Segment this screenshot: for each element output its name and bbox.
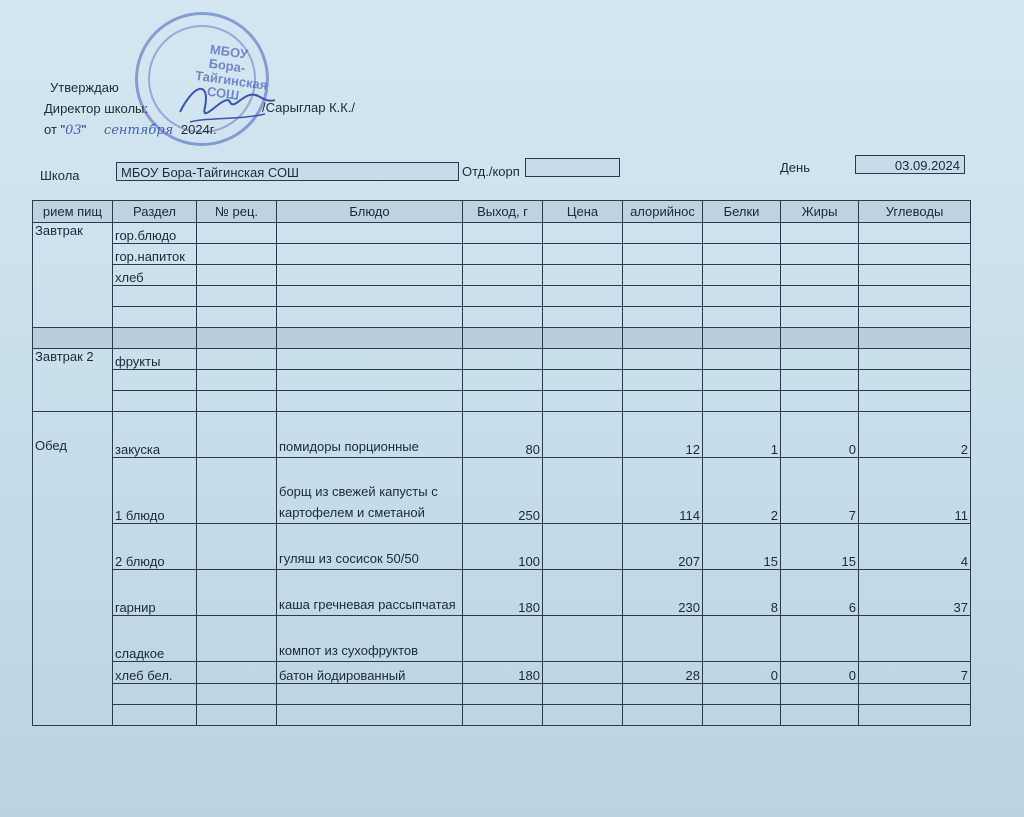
price-cell (543, 570, 623, 616)
table-row (33, 307, 971, 328)
price-cell (543, 616, 623, 662)
carbs-cell: 7 (859, 662, 971, 684)
dish-cell: компот из сухофруктов (277, 616, 463, 662)
recipe-cell (197, 524, 277, 570)
section-cell (113, 391, 197, 412)
director-label: Директор школы: (44, 101, 148, 116)
meal-breakfast: Завтрак (33, 223, 113, 328)
carbs-cell: 2 (859, 412, 971, 458)
table-row (33, 458, 971, 524)
carbs-cell: 37 (859, 570, 971, 616)
calories-cell: 28 (623, 662, 703, 684)
recipe-cell (197, 458, 277, 524)
table-row (33, 349, 971, 370)
dish-cell: каша гречневая рассыпчатая (277, 570, 463, 616)
fat-cell: 15 (781, 524, 859, 570)
col-calories: алорийнос (623, 201, 703, 223)
output-cell: 100 (463, 524, 543, 570)
col-fat: Жиры (781, 201, 859, 223)
fat-cell: 0 (781, 412, 859, 458)
protein-cell: 2 (703, 458, 781, 524)
output-cell: 180 (463, 662, 543, 684)
carbs-cell (859, 616, 971, 662)
meal-lunch: Обед (33, 412, 113, 726)
section-cell: закуска (113, 412, 197, 458)
day-label: День (780, 160, 810, 175)
dish-cell: помидоры порционные (277, 412, 463, 458)
dept-label: Отд./корп (462, 164, 520, 179)
section-cell: сладкое (113, 616, 197, 662)
dish-cell: борщ из свежей капусты с картофелем и сметаной (277, 458, 463, 524)
output-cell: 80 (463, 412, 543, 458)
col-meal: рием пищ (33, 201, 113, 223)
table-row (33, 616, 971, 662)
table-row (33, 286, 971, 307)
section-cell (113, 307, 197, 328)
carbs-cell: 11 (859, 458, 971, 524)
director-name: /Сарыглар К.К./ (262, 100, 356, 115)
day-field: 03.09.2024 (855, 155, 965, 174)
dish-cell: батон йодированный (277, 662, 463, 684)
col-output: Выход, г (463, 201, 543, 223)
table-row (33, 265, 971, 286)
section-cell (113, 370, 197, 391)
date-month: сентября (103, 123, 174, 138)
table-row (33, 244, 971, 265)
table-row (33, 412, 971, 458)
section-cell (113, 684, 197, 705)
calories-cell: 230 (623, 570, 703, 616)
calories-cell: 12 (623, 412, 703, 458)
section-cell: гор.блюдо (113, 223, 197, 244)
date-prefix: от " (44, 122, 66, 137)
output-cell: 250 (463, 458, 543, 524)
table-row (33, 370, 971, 391)
table-row (33, 524, 971, 570)
school-label: Школа (40, 168, 80, 183)
protein-cell: 0 (703, 662, 781, 684)
recipe-cell (197, 662, 277, 684)
table-header-row (33, 201, 971, 223)
col-price: Цена (543, 201, 623, 223)
meal-breakfast2: Завтрак 2 (33, 349, 113, 412)
date-mid: " (81, 122, 87, 137)
fat-cell: 0 (781, 662, 859, 684)
section-cell: 2 блюдо (113, 524, 197, 570)
table-row (33, 391, 971, 412)
section-cell: хлеб бел. (113, 662, 197, 684)
approval-title: Утверждаю (50, 80, 119, 95)
col-carbs: Углеводы (859, 201, 971, 223)
protein-cell: 1 (703, 412, 781, 458)
section-cell: фрукты (113, 349, 197, 370)
calories-cell (623, 616, 703, 662)
table-row (33, 223, 971, 244)
dept-field (525, 158, 620, 177)
col-recipe: № рец. (197, 201, 277, 223)
protein-cell (703, 616, 781, 662)
stamp-text: МБОУ Бора-Тайгинская СОШ (194, 41, 269, 103)
approval-date (44, 122, 217, 138)
recipe-cell (197, 412, 277, 458)
output-cell: 180 (463, 570, 543, 616)
school-field: МБОУ Бора-Тайгинская СОШ (116, 162, 459, 181)
dish-cell: гуляш из сосисок 50/50 (277, 524, 463, 570)
col-dish: Блюдо (277, 201, 463, 223)
table-row (33, 662, 971, 684)
price-cell (543, 662, 623, 684)
date-suffix: 2024г. (180, 122, 217, 137)
output-cell (463, 616, 543, 662)
section-cell (113, 705, 197, 726)
menu-table (32, 200, 971, 726)
section-cell (113, 286, 197, 307)
col-section: Раздел (113, 201, 197, 223)
protein-cell: 8 (703, 570, 781, 616)
section-cell: 1 блюдо (113, 458, 197, 524)
fat-cell: 6 (781, 570, 859, 616)
recipe-cell (197, 570, 277, 616)
price-cell (543, 458, 623, 524)
protein-cell: 15 (703, 524, 781, 570)
recipe-cell (197, 616, 277, 662)
carbs-cell: 4 (859, 524, 971, 570)
calories-cell: 114 (623, 458, 703, 524)
table-spacer-row (33, 328, 971, 349)
section-cell: гор.напиток (113, 244, 197, 265)
price-cell (543, 524, 623, 570)
date-day: 03 (65, 123, 82, 138)
section-cell: гарнир (113, 570, 197, 616)
section-cell: хлеб (113, 265, 197, 286)
fat-cell (781, 616, 859, 662)
col-protein: Белки (703, 201, 781, 223)
calories-cell: 207 (623, 524, 703, 570)
price-cell (543, 412, 623, 458)
fat-cell: 7 (781, 458, 859, 524)
table-row (33, 705, 971, 726)
table-row (33, 570, 971, 616)
table-row (33, 684, 971, 705)
